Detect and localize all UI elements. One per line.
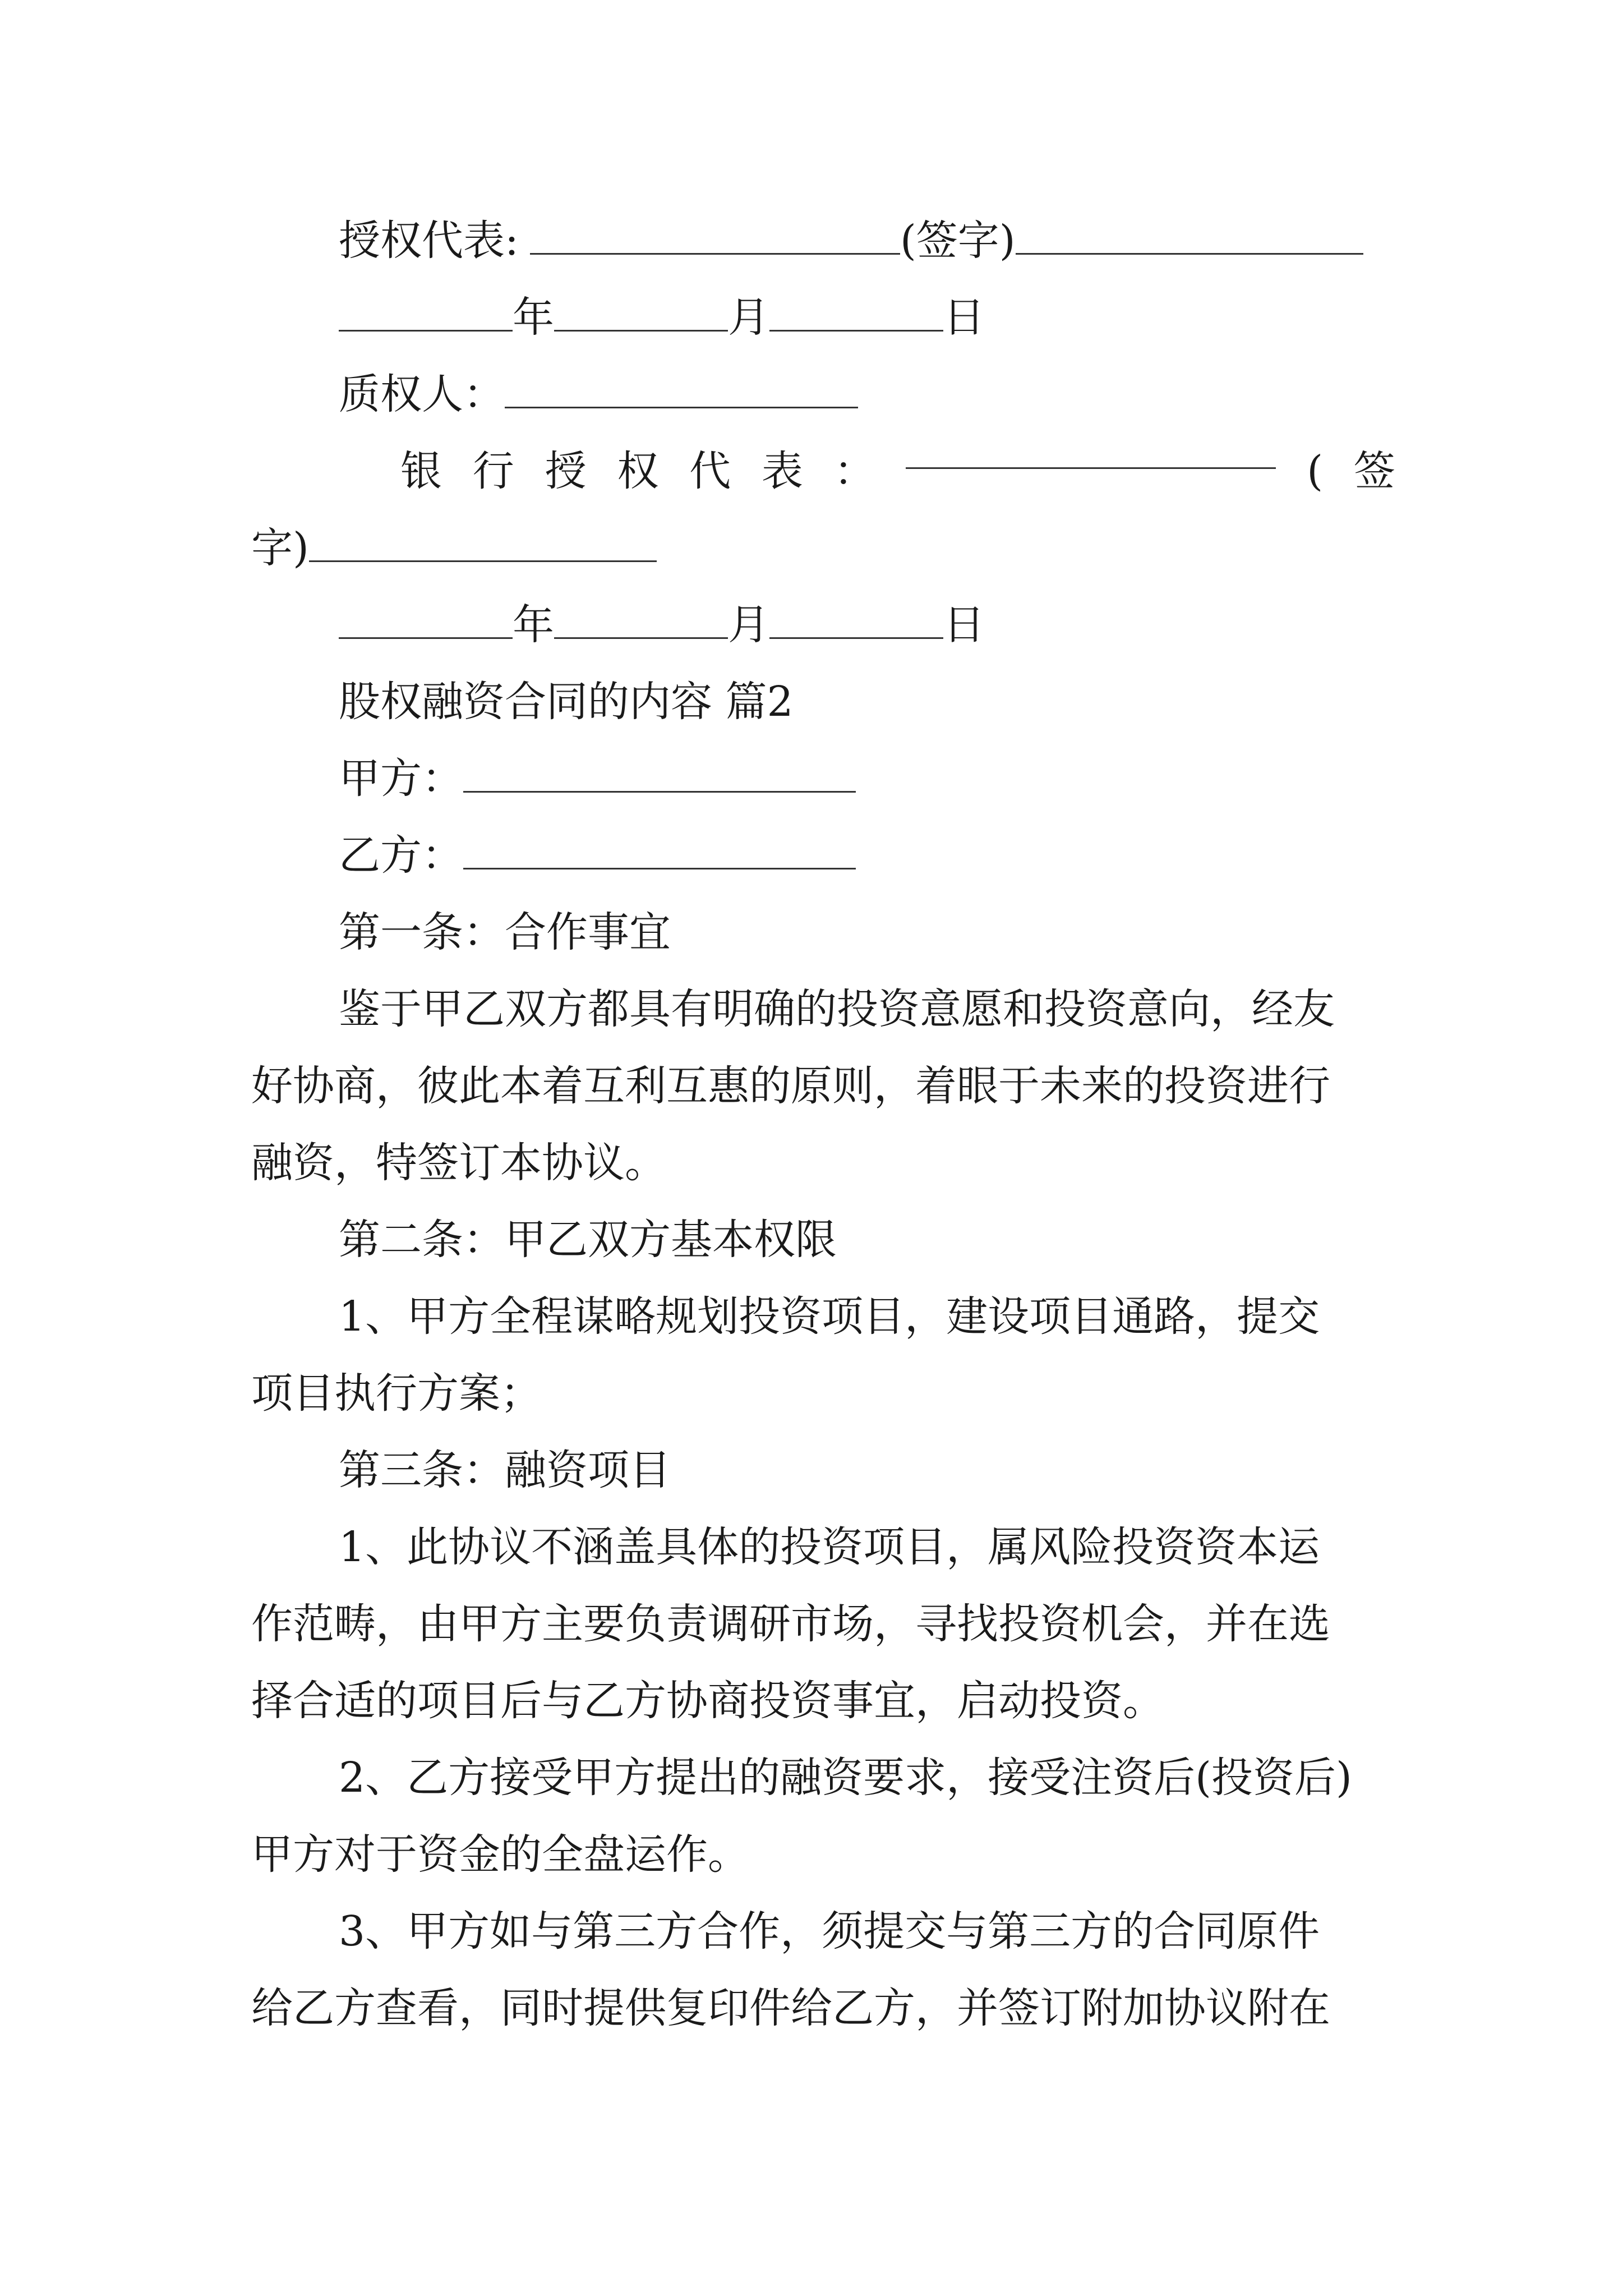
paragraph-line: 好协商，彼此本着互利互惠的原则，着眼于未来的投资进行 [251,1062,1330,1110]
bank-rep-char: 代 [689,447,731,495]
bank-rep-char: 签 [1353,447,1395,495]
paragraph-line: 甲方对于资金的全盘运作。 [251,1830,749,1879]
bank-rep-line [339,432,1395,510]
paragraph-line: 作范畴，由甲方主要负责调研市场，寻找投资机会，并在选 [251,1600,1330,1648]
sign-continue-line [251,509,1395,587]
article-2-title: 第二条：甲乙双方基本权限 [339,1216,837,1264]
rep-name-blank [530,218,900,255]
paragraph-line: 给乙方查看，同时提供复印件给乙方，并签订附加协议附在 [251,1984,1330,2032]
sign-blank [1016,218,1363,255]
year-blank [339,602,513,639]
paragraph-line: 鉴于甲乙双方都具有明确的投资意愿和投资意向，经友 [339,985,1335,1033]
day-label: 日 [943,601,985,649]
party-b-blank [463,833,856,869]
article-1-title: 第一条：合作事宜 [339,908,671,956]
party-a-blank [463,756,856,793]
month-label: 月 [728,293,769,342]
pledgee-blank [505,372,858,408]
paragraph-line: 择合适的项目后与乙方协商投资事宜，启动投资。 [251,1677,1164,1725]
bank-rep-char: 行 [472,447,514,495]
bank-sign-blank [309,526,657,562]
bank-rep-char: 授 [545,447,587,495]
authorized-rep-label: 授权代表: [339,217,519,265]
sign-label: (签字) [900,217,1016,265]
bank-rep-char: ( [1307,447,1324,495]
party-b-line [339,817,1395,894]
party-a-line [339,740,1395,817]
month-label: 月 [728,601,769,649]
day-blank [769,602,943,639]
section-title: 股权融资合同的内容 篇2 [339,678,794,726]
month-blank [554,602,728,639]
paragraph-line: 2、乙方接受甲方提出的融资要求，接受注资后(投资后) [339,1754,1352,1802]
month-blank [554,295,728,332]
pledgee-label: 质权人： [339,370,505,418]
year-label: 年 [513,601,554,649]
date-line-1 [339,279,1395,356]
paragraph-line: 项目执行方案； [251,1369,542,1418]
authorized-rep-line [339,202,1395,279]
year-blank [339,295,513,332]
bank-rep-blank [906,432,1276,469]
date-line-2 [339,586,1395,664]
party-b-label: 乙方： [339,831,463,880]
bank-rep-char: 权 [617,447,659,495]
party-a-label: 甲方： [339,754,463,803]
bank-rep-char: 表 [761,447,803,495]
year-label: 年 [513,293,554,342]
paragraph-line: 融资，特签订本协议。 [251,1139,666,1187]
bank-rep-char: ： [833,447,875,495]
bank-rep-char: 银 [400,447,442,495]
pledgee-line [339,356,1395,433]
bank-rep-justified [339,432,1395,510]
day-blank [769,295,943,332]
article-3-title: 第三条：融资项目 [339,1446,671,1494]
paragraph-line: 3、甲方如与第三方合作，须提交与第三方的合同原件 [339,1907,1320,1955]
paragraph-line: 1、此协议不涵盖具体的投资项目，属风险投资资本运 [339,1523,1320,1571]
day-label: 日 [943,293,985,342]
sign-continue-text: 字) [251,524,309,572]
paragraph-line: 1、甲方全程谋略规划投资项目，建设项目通路，提交 [339,1292,1320,1341]
